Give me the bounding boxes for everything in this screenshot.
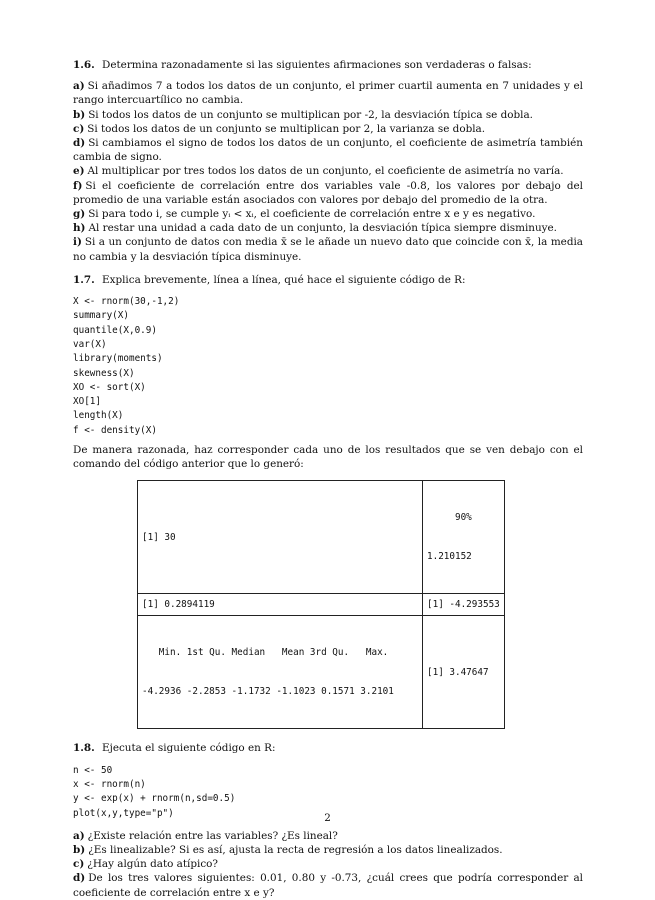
- section-1-7-heading: [73, 273, 583, 287]
- item-label: c): [73, 858, 85, 871]
- item-label: b): [73, 844, 86, 857]
- cell-text: 90%: [454, 512, 472, 524]
- list-item: [73, 207, 583, 221]
- list-item: [73, 136, 583, 164]
- list-item: [73, 829, 583, 843]
- item-label: i): [73, 236, 82, 249]
- cell-text: -4.2936 -2.2853 -1.1732 -1.1023 0.1571 3.2101: [142, 686, 394, 698]
- item-text: De los tres valores siguientes: 0.01, 0.80 y -0.73, ¿cuál crees que podría corresponder al coeficiente de correlación entre x e y?: [73, 872, 583, 899]
- item-text: Si para todo i, se cumple yᵢ < xᵢ, el coeficiente de correlación entre x e y es negativo.: [88, 208, 536, 221]
- cell-text: Min. 1st Qu. Median Mean 3rd Qu. Max.: [142, 647, 389, 659]
- r-code-block: X <- rnorm(30,-1,2) summary(X) quantile(X,0.9) var(X) library(moments) skewness(X) XO <- sort(X) XO[1] length(X) f <- density(X): [73, 296, 180, 436]
- item-label: e): [73, 165, 85, 178]
- section-1-8-heading: [73, 741, 583, 755]
- item-text: ¿Existe relación entre las variables? ¿Es lineal?: [87, 829, 338, 842]
- section-title: Determina razonadamente si las siguientes afirmaciones son verdaderas o falsas:: [102, 59, 532, 71]
- page-number: 2: [324, 812, 331, 824]
- item-label: c): [73, 122, 85, 135]
- cell-text: [1] -4.293553: [427, 599, 500, 611]
- list-item: [73, 871, 583, 899]
- item-text: Si todos los datos de un conjunto se multiplican por 2, la varianza se dobla.: [87, 122, 486, 135]
- table-row: [138, 616, 505, 729]
- instruction-paragraph: De manera razonada, haz corresponder cada uno de los resultados que se ven debajo con el comando del código anterior que lo generó:: [73, 444, 583, 471]
- list-item: [73, 164, 583, 178]
- list-item: [73, 122, 583, 136]
- document-page: [73, 58, 583, 900]
- section-number: 1.8.: [73, 742, 95, 755]
- item-text: Al multiplicar por tres todos los datos de un conjunto, el coeficiente de asimetría no varía.: [87, 165, 564, 178]
- item-text: Si el coeficiente de correlación entre dos variables vale -0.8, los valores por debajo del promedio de una variable están asociados con valores por debajo del promedio de la otra.: [73, 179, 583, 206]
- item-text: Al restar una unidad a cada dato de un conjunto, la desviación típica siempre disminuye.: [88, 222, 557, 235]
- results-table: [137, 480, 505, 729]
- cell-text: [1] 3.47647: [427, 666, 489, 678]
- list-item: [73, 179, 583, 207]
- item-label: a): [73, 829, 85, 842]
- table-row: [138, 481, 505, 594]
- table-cell: [138, 594, 423, 616]
- list-item: [73, 108, 583, 122]
- table-cell: [423, 594, 505, 616]
- section-1-6-heading: [73, 58, 583, 72]
- section-number: 1.7.: [73, 273, 95, 286]
- item-label: d): [73, 137, 86, 150]
- item-text: Si todos los datos de un conjunto se multiplican por -2, la desviación típica se dobla.: [88, 108, 533, 121]
- section-1-8-items: [73, 829, 583, 900]
- item-label: d): [73, 872, 86, 885]
- table-cell: [138, 616, 423, 729]
- section-1-6-items: [73, 79, 583, 264]
- item-label: g): [73, 208, 86, 221]
- item-label: b): [73, 108, 86, 121]
- item-text: Si añadimos 7 a todos los datos de un conjunto, el primer cuartil aumenta en 7 unidades y el rango intercuartílico no cambia.: [73, 80, 583, 107]
- list-item: [73, 221, 583, 235]
- cell-text: [1] 0.2894119: [142, 599, 215, 611]
- table-row: [138, 594, 505, 616]
- item-text: Si cambiamos el signo de todos los datos de un conjunto, el coeficiente de asimetría también cambia de signo.: [73, 137, 583, 164]
- list-item: [73, 79, 583, 107]
- list-item: [73, 857, 583, 871]
- cell-text: [1] 30: [142, 531, 176, 543]
- item-label: h): [73, 222, 86, 235]
- item-label: a): [73, 80, 85, 93]
- item-text: ¿Es linealizable? Si es así, ajusta la recta de regresión a los datos linealizados.: [88, 844, 503, 857]
- item-label: f): [73, 179, 83, 192]
- cell-text: 1.210152: [427, 551, 472, 563]
- list-item: [73, 843, 583, 857]
- section-title: Ejecuta el siguiente código en R:: [102, 742, 276, 755]
- table-cell: [423, 481, 505, 594]
- item-text: ¿Hay algún dato atípico?: [87, 858, 219, 871]
- section-title: Explica brevemente, línea a línea, qué hace el siguiente código de R:: [102, 273, 466, 286]
- section-number: 1.6.: [73, 59, 95, 71]
- r-code-block: n <- 50 x <- rnorm(n) y <- exp(x) + rnorm(n,sd=0.5) plot(x,y,type="p"): [73, 764, 236, 819]
- list-item: [73, 235, 583, 263]
- item-text: Si a un conjunto de datos con media x̄ se le añade un nuevo dato que coincide con x̄, la media no cambia y la desviación típica disminuye.: [73, 236, 583, 263]
- table-cell: [138, 481, 423, 594]
- table-cell: [423, 616, 505, 729]
